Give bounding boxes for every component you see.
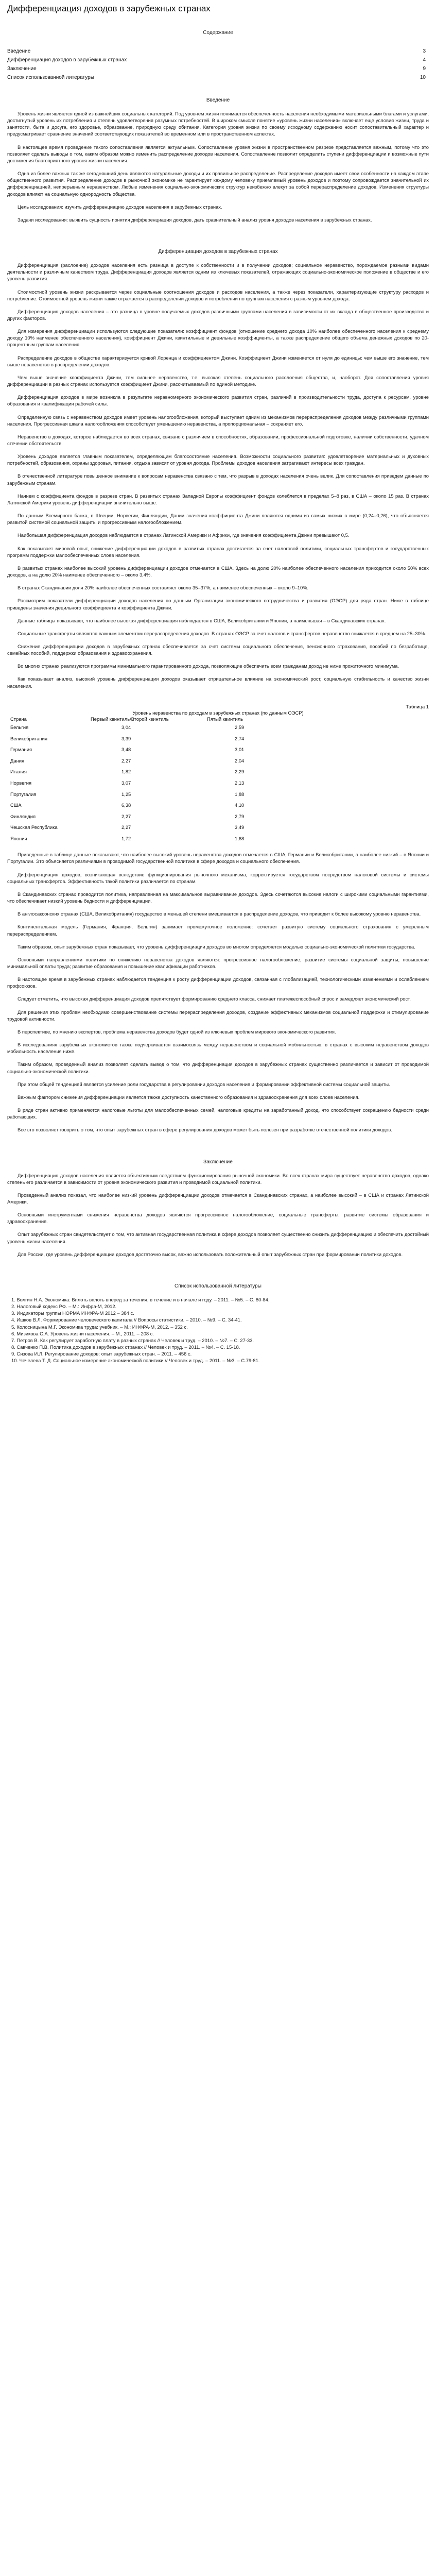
paragraph: Уровень доходов является главным показателем, определяющим благосостояние населения. Возможности социального развития: удовлетворение материальных и духовных потребностей, образования, охраны здоровья, питания, отдыха зависят от уровня дохода. Проблемы доходов населения затрагивают интересы всех граждан. <box>7 453 429 466</box>
paragraph: Уровень жизни является одной из важнейших социальных категорий. Под уровнем жизни понимается обеспеченность населения необходимыми материальными благами и услугами, достигнутый уровень их потребления и степень удовлетворения разумных потребностей. В широком смысле понятие «уровень жизни населения» включает еще условия жизни, труда и занятости, быта и досуга, его здоровье, образование, природную среду обитания. Категория уровня жизни по своему исходному содержанию носит сопоставительный характер и предусматривает сравнение значений соответствующих показателей во временном или в пространственном аспектах. <box>7 111 429 137</box>
reference-item: 5. Колосницына М.Г. Экономика труда: учебник. – М.: ИНФРА-М, 2012. – 352 с. <box>11 1324 188 1330</box>
reference-item: 4. Ишков В.Л. Формирование человеческого капитала // Вопросы статистики. – 2010. – №9. – С. 34-41. <box>11 1317 242 1323</box>
table-cell-country: Дания <box>10 757 25 764</box>
table-cell-country: Италия <box>10 769 27 775</box>
document-title: Дифференциация доходов в зарубежных странах <box>7 4 211 13</box>
table-cell-ratio: 2,27 <box>121 757 131 764</box>
table-cell-ratio: 2,27 <box>121 813 131 819</box>
table-cell-ratio: 2,27 <box>121 824 131 831</box>
reference-item: 6. Мизикова С.А. Уровень жизни населения. – М., 2011. – 208 с. <box>11 1330 154 1336</box>
table-header-ratio: Первый квинтиль/Второй квинтиль <box>91 716 169 722</box>
paragraph: В англосаксонских странах (США, Великобритания) государство в меньшей степени вмешивается в распределение доходов, что приводит к более высокому уровню неравенства. <box>18 911 421 917</box>
paragraph: Наибольшая дифференциация доходов наблюдается в странах Латинской Америки и Африки, где значения коэффициента Джини превышают 0,5. <box>18 532 350 538</box>
table-cell-quintile: 1,88 <box>235 791 245 797</box>
paragraph: Цель исследования: изучить дифференциацию доходов населения в зарубежных странах. <box>18 204 222 210</box>
paragraph: В настоящее время в зарубежных странах наблюдается тенденция к росту дифференциации доходов, связанная с глобализацией, технологическими изменениями и ослаблением профсоюзов. <box>7 976 429 989</box>
toc-item-label: Заключение <box>7 66 37 72</box>
paragraph: Важным фактором снижения дифференциации является также доступность качественного образования и здравоохранения для всех слоев населения. <box>18 1094 360 1100</box>
income-table <box>10 716 251 844</box>
toc-item-page: 3 <box>423 48 426 54</box>
paragraph: Все это позволяет говорить о том, что опыт зарубежных стран в сфере регулирования доходов может быть полезен при разработке отечественной политики доходов. <box>18 1127 392 1133</box>
conclusion-heading: Заключение <box>203 1159 233 1165</box>
paragraph: Начнем с коэффициента фондов в разрезе стран. В развитых странах Западной Европы коэффициент фондов колеблется в пределах 5–8 раз, в США – около 15 раз. В странах Латинской Америки уровень дифференциации значительно выше. <box>7 493 429 505</box>
toc-item <box>7 47 429 56</box>
paragraph: В Скандинавских странах проводится политика, направленная на максимальное выравнивание доходов. Здесь сочетаются высокие налоги с широкими социальными гарантиями, что обеспечивает низкий уровень бедности и дифференциации. <box>7 891 429 904</box>
reference-item: 3. Индикаторы группы НОРМА ИНФРА-М 2012 – 384 с. <box>11 1310 134 1316</box>
table-cell-country: Великобритания <box>10 735 47 741</box>
table-row <box>10 755 251 767</box>
table-cell-country: Бельгия <box>10 724 29 731</box>
table-cell-quintile: 3,01 <box>235 747 245 753</box>
paragraph: В отечественной литературе повышенное внимание к вопросам неравенства связано с тем, что разрыв в доходах населения очень велик. Для сопоставления приведем данные по зарубежным странам. <box>7 473 429 486</box>
table-cell-quintile: 3,49 <box>235 824 245 831</box>
table-cell-country: Германия <box>10 747 32 753</box>
paragraph: Социальные трансферты являются важным элементом перераспределения доходов. В странах ОЭСР за счет налогов и трансфертов неравенство снижается в среднем на 25–30%. <box>18 630 426 636</box>
paragraph: При этом общей тенденцией является усиление роли государства в регулировании доходов населения и формировании эффективной системы социальной защиты. <box>18 1081 390 1087</box>
table-cell-country: США <box>10 802 22 808</box>
paragraph: Для решения этих проблем необходимо совершенствование системы перераспределения доходов, создание эффективных механизмов социальной поддержки и стимулирование трудовой активности. <box>7 1009 429 1022</box>
paragraph: Распределение доходов в обществе характеризуется кривой Лоренца и коэффициентом Джини. Коэффициент Джини изменяется от нуля до единицы: чем выше его значение, тем выше неравенство в распределении доходов. <box>7 354 429 367</box>
paragraph: Рассмотрим показатели дифференциации доходов населения по данным Организации экономического сотрудничества и развития (ОЭСР) для ряда стран. Ниже в таблице приведены значения децильного коэффициента и коэффициента Джини. <box>7 598 429 611</box>
table-cell-ratio: 3,39 <box>121 735 131 741</box>
reference-item: 10. Чечелева Т. Д. Социальное измерение экономической политики // Человек и труд. – 2011. – №3. – С.79-81. <box>11 1358 260 1364</box>
paragraph: Неравенство в доходах, которое наблюдается во всех странах, связано с различием в способностях, образовании, профессиональной подготовке, наличии собственности, удачном стечении обстоятельств. <box>7 433 429 446</box>
toc-item-page: 10 <box>420 75 426 80</box>
paragraph: Таким образом, проведенный анализ позволяет сделать вывод о том, что дифференциация доходов в зарубежных странах существенно различается и зависит от проводимой социально-экономической политики. <box>7 1061 429 1074</box>
paragraph: Таким образом, опыт зарубежных стран показывает, что уровень дифференциации доходов во многом определяется моделью социально-экономической политики государства. <box>18 943 415 950</box>
table-cell-quintile: 2,59 <box>235 724 245 731</box>
table-cell-quintile: 2,79 <box>235 813 245 819</box>
paragraph: Континентальная модель (Германия, Франция, Бельгия) занимает промежуточное положение: сочетает развитую систему социального страхования с умеренным перераспределением. <box>7 924 429 937</box>
table-row <box>10 777 251 789</box>
table-cell-quintile: 4,10 <box>235 802 245 808</box>
table-of-contents <box>7 47 429 82</box>
toc-heading: Содержание <box>203 30 233 36</box>
toc-item <box>7 56 429 64</box>
table-header-row <box>10 716 251 722</box>
paragraph: Опыт зарубежных стран свидетельствует о том, что активная государственная политика в сфере доходов позволяет существенно снизить дифференциацию и обеспечить достойный уровень жизни населения. <box>7 1231 429 1244</box>
paragraph: В исследованиях зарубежных экономистов также подчеркивается взаимосвязь между неравенством и социальной мобильностью: в странах с высоким неравенством доходов мобильность населения ниже. <box>7 1042 429 1055</box>
paragraph: В странах Скандинавии доля 20% наиболее обеспеченных составляет около 35–37%, а наименее обеспеченных – около 9–10%. <box>18 585 309 591</box>
table-row <box>10 722 251 733</box>
paragraph: Одна из более важных так же сегодняшний день являются натуральные доходы и их правильное распределение. Распределение доходов имеет свои особенности на каждом этапе общественного развития. Распределение доходов в рыночной экономике не гарантирует каждому человеку приемлемый уровень доходов и поэтому сопровождается значительной их дифференциацией, непрерывным неравенством. Любые изменения социально-экономических структур неизбежно влекут за собой перераспределение доходов. Изменения структуры доходов влияют на социальную однородность общества. <box>7 171 429 197</box>
paragraph: Как показывает мировой опыт, снижение дифференциации доходов в развитых странах достигается за счет налоговой политики, социальных трансфертов и государственных программ поддержки малообеспеченных слоев населения. <box>7 545 429 558</box>
table-cell-ratio: 1,82 <box>121 769 131 775</box>
paragraph: Дифференциация доходов населения является объективным следствием функционирования рыночной экономики. Во всех странах мира существует неравенство доходов, однако степень его различается в зависимости от уровня экономического развития и проводимой социальной политики. <box>7 1172 429 1185</box>
table-cell-quintile: 2,74 <box>235 735 245 741</box>
toc-item-page: 9 <box>423 66 426 72</box>
table-cell-quintile: 1,68 <box>235 835 245 841</box>
table-row <box>10 822 251 833</box>
paragraph: Проведенный анализ показал, что наиболее низкий уровень дифференциации доходов отмечается в Скандинавских странах, а наиболее высокий – в США и странах Латинской Америки. <box>7 1192 429 1205</box>
main-heading: Дифференциация доходов в зарубежных странах <box>158 249 278 255</box>
paragraph: В перспективе, по мнению экспертов, проблема неравенства доходов будет одной из ключевых проблем мирового экономического развития. <box>18 1028 336 1035</box>
table-cell-quintile: 2,13 <box>235 780 245 786</box>
table-row <box>10 788 251 800</box>
toc-item <box>7 64 429 73</box>
paragraph: В развитых странах наиболее высокий уровень дифференциации доходов отмечается в США. Здесь на долю 20% наиболее обеспеченного населения приходится около 50% всех доходов, а на долю 20% наименее обеспеченного – около 3,4%. <box>7 565 429 578</box>
paragraph: Следует отметить, что высокая дифференциация доходов препятствует формированию среднего класса, снижает платежеспособный спрос и замедляет экономический рост. <box>18 996 411 1002</box>
table-cell-ratio: 1,72 <box>121 835 131 841</box>
table-label: Таблица 1 <box>406 703 429 709</box>
table-cell-country: Япония <box>10 835 27 841</box>
paragraph: Дифференциация доходов в мире возникла в результате неравномерного экономического развития стран, различий в производительности труда, доступа к ресурсам, уровне образования и квалификации рабочей силы. <box>7 394 429 407</box>
paragraph: В настоящее время проведение такого сопоставления является актуальным. Сопоставление уровня жизни в пространственном разрезе представляется важным, потому что это позволяет сделать выводы о том, каким образом можно изменить распределение доходов населения. Сопоставление позволит определить ступени дифференциации и возможные пути достижения благоприятного уровня жизни населения. <box>7 144 429 163</box>
table-cell-quintile: 2,04 <box>235 757 245 764</box>
paragraph: Как показывает анализ, высокий уровень дифференциации доходов оказывает отрицательное влияние на экономический рост, социальную стабильность и качество жизни населения. <box>7 676 429 689</box>
paragraph: Для измерения дифференциации используются следующие показатели: коэффициент фондов (отношение среднего дохода 10% наиболее обеспеченного населения к среднему доходу 10% наименее обеспеченного населения), коэффициент Джини, квинтильные и децильные коэффициенты, а также распределение общего объема денежных доходов по 20-процентным группам населения. <box>7 328 429 348</box>
paragraph: Дифференциация доходов населения – это разница в уровне получаемых доходов различными группами населения в зависимости от их вклада в общественное производство и других факторов. <box>7 308 429 321</box>
main-body-continued <box>7 851 429 1139</box>
paragraph: Дифференциация доходов, возникающая вследствие функционирования рыночного механизма, корректируется государством посредством налоговой системы и системы социальных трансфертов. Эффективность такой политики различается по странам. <box>7 871 429 884</box>
paragraph: В ряде стран активно применяются налоговые льготы для малообеспеченных семей, налоговые кредиты на заработанный доход, что способствует сокращению бедности среди работающих. <box>7 1107 429 1120</box>
reference-item: 1. Волгин Н.А. Экономика: Вплоть вплоть вперед за течения, в течение и в начале и году. – 2011. – №5. – С. 80-84. <box>11 1296 270 1302</box>
paragraph: Стоимостной уровень жизни раскрывается через социальные соотношения доходов и расходов населения, а также через показатели, характеризующие структуру расходов и потребление. Стоимостной уровень жизни также отражается в распределении доходов и потреблении по группам населения с разным уровнем дохода. <box>7 289 429 301</box>
conclusion-body <box>7 1172 429 1264</box>
toc-item-label: Введение <box>7 48 31 54</box>
table-cell-ratio: 6,38 <box>121 802 131 808</box>
main-body <box>7 262 429 696</box>
intro-heading: Введение <box>206 97 230 103</box>
table-header-country: Страна <box>10 716 27 722</box>
table-row <box>10 766 251 777</box>
reference-item: 7. Петров В. Как регулирует заработную плату в разных странах // Человек и труд. – 2010. – №7. – С. 27-33. <box>11 1337 254 1343</box>
toc-item-label: Список использованной литературы <box>7 75 94 80</box>
table-cell-quintile: 2,29 <box>235 769 245 775</box>
table-cell-country: Португалия <box>10 791 37 797</box>
reference-item: 8. Савченко П.В. Политика доходов в зарубежных странах // Человек и труд. – 2011. – №4. – С. 15-18. <box>11 1344 240 1350</box>
table-row <box>10 744 251 755</box>
paragraph: Во многих странах реализуются программы минимального гарантированного дохода, позволяющие обеспечить всем гражданам доход не ниже прожиточного минимума. <box>18 663 399 669</box>
toc-item <box>7 73 429 82</box>
paragraph: По данным Всемирного банка, в Швеции, Норвегии, Финляндии, Дании значения коэффициента Джини являются одними из самых низких в мире (0,24–0,26), что объясняется развитой системой социальной защиты и прогрессивным налогообложением. <box>7 513 429 526</box>
table-cell-ratio: 3,48 <box>121 747 131 753</box>
paragraph: Основными инструментами снижения неравенства доходов являются прогрессивное налогообложение, социальные трансферты, развитие системы образования и здравоохранения. <box>7 1212 429 1225</box>
table-caption: Уровень неравенства по доходам в зарубежных странах (по данным ОЭСР) <box>132 709 304 716</box>
reference-item: 2. Налоговый кодекс РФ. – М.: Инфра-М, 2012. <box>11 1303 117 1310</box>
table-cell-ratio: 3,04 <box>121 724 131 731</box>
table-header-quintile: Пятый квинтиль <box>207 716 243 722</box>
table-row <box>10 811 251 822</box>
paragraph: Для России, где уровень дифференциации доходов достаточно высок, важно использовать положительный опыт зарубежных стран при формировании политики доходов. <box>18 1251 403 1257</box>
paragraph: Чем выше значение коэффициента Джини, тем сильнее неравенство, т.е. высокая степень социального расслоения общества, и, наоборот. Для сопоставления уровня дифференциации в разных странах используется коэффициент Джини, рассчитываемый по единой методике. <box>7 374 429 387</box>
references-list <box>7 1296 429 1364</box>
paragraph: Снижение дифференциации доходов в зарубежных странах обеспечивается за счет системы социального обеспечения, пенсионного страхования, пособий по безработице, семейных пособий, поддержки образования и здравоохранения. <box>7 643 429 656</box>
references-heading: Список использованной литературы <box>175 1283 261 1289</box>
table-cell-country: Финляндия <box>10 813 36 819</box>
table-cell-country: Норвегия <box>10 780 32 786</box>
table-cell-country: Чешская Республика <box>10 824 58 831</box>
reference-item: 9. Сизова И.Л. Регулирование доходов: опыт зарубежных стран. – 2011. – 456 с. <box>11 1351 192 1357</box>
paragraph: Приведенные в таблице данные показывают, что наиболее высокий уровень неравенства доходов отмечается в США, Германии и Великобритании, а наиболее низкий – в Японии и Португалии. Это объясняется различиями в проводимой государственной политике в сфере доходов и социального обеспечения. <box>7 852 429 865</box>
toc-item-label: Дифференциация доходов в зарубежных странах <box>7 57 127 63</box>
table-cell-ratio: 1,25 <box>121 791 131 797</box>
paragraph: Задачи исследования: выявить сущность понятия дифференциация доходов, дать сравнительный анализ уровня доходов населения в зарубежных странах. <box>18 216 372 223</box>
toc-item-page: 4 <box>423 57 426 63</box>
paragraph: Дифференциация (раслоение) доходов населения есть разница в доступе к собственности и в получении доходов; социальное неравенство, порождаемое разными видами деятельности и различным качеством труда. Дифференциация доходов является одним из ключевых показателей, отражающих социально-экономическое положение в обществе и его уровень развития. <box>7 262 429 282</box>
table-row <box>10 800 251 811</box>
paragraph: Данные таблицы показывают, что наиболее высокая дифференциация наблюдается в США, Великобритании и Японии, а наименьшая – в Скандинавских странах. <box>18 617 386 623</box>
table-cell-ratio: 3,07 <box>121 780 131 786</box>
table-row <box>10 733 251 744</box>
intro-body <box>7 110 429 229</box>
paragraph: Основными направлениями политики по снижению неравенства доходов являются: прогрессивное налогообложение; развитие системы социальной защиты; повышение минимальной оплаты труда; развитие образования и повышение квалификации работников. <box>7 956 429 969</box>
paragraph: Определенную связь с неравенством доходов имеет уровень налогообложения, который выступает одним из механизмов перераспределения доходов между различными группами населения. Прогрессивная шкала налогообложения способствует уменьшению неравенства, а пропорциональная – сохраняет его. <box>7 414 429 427</box>
table-row <box>10 833 251 844</box>
